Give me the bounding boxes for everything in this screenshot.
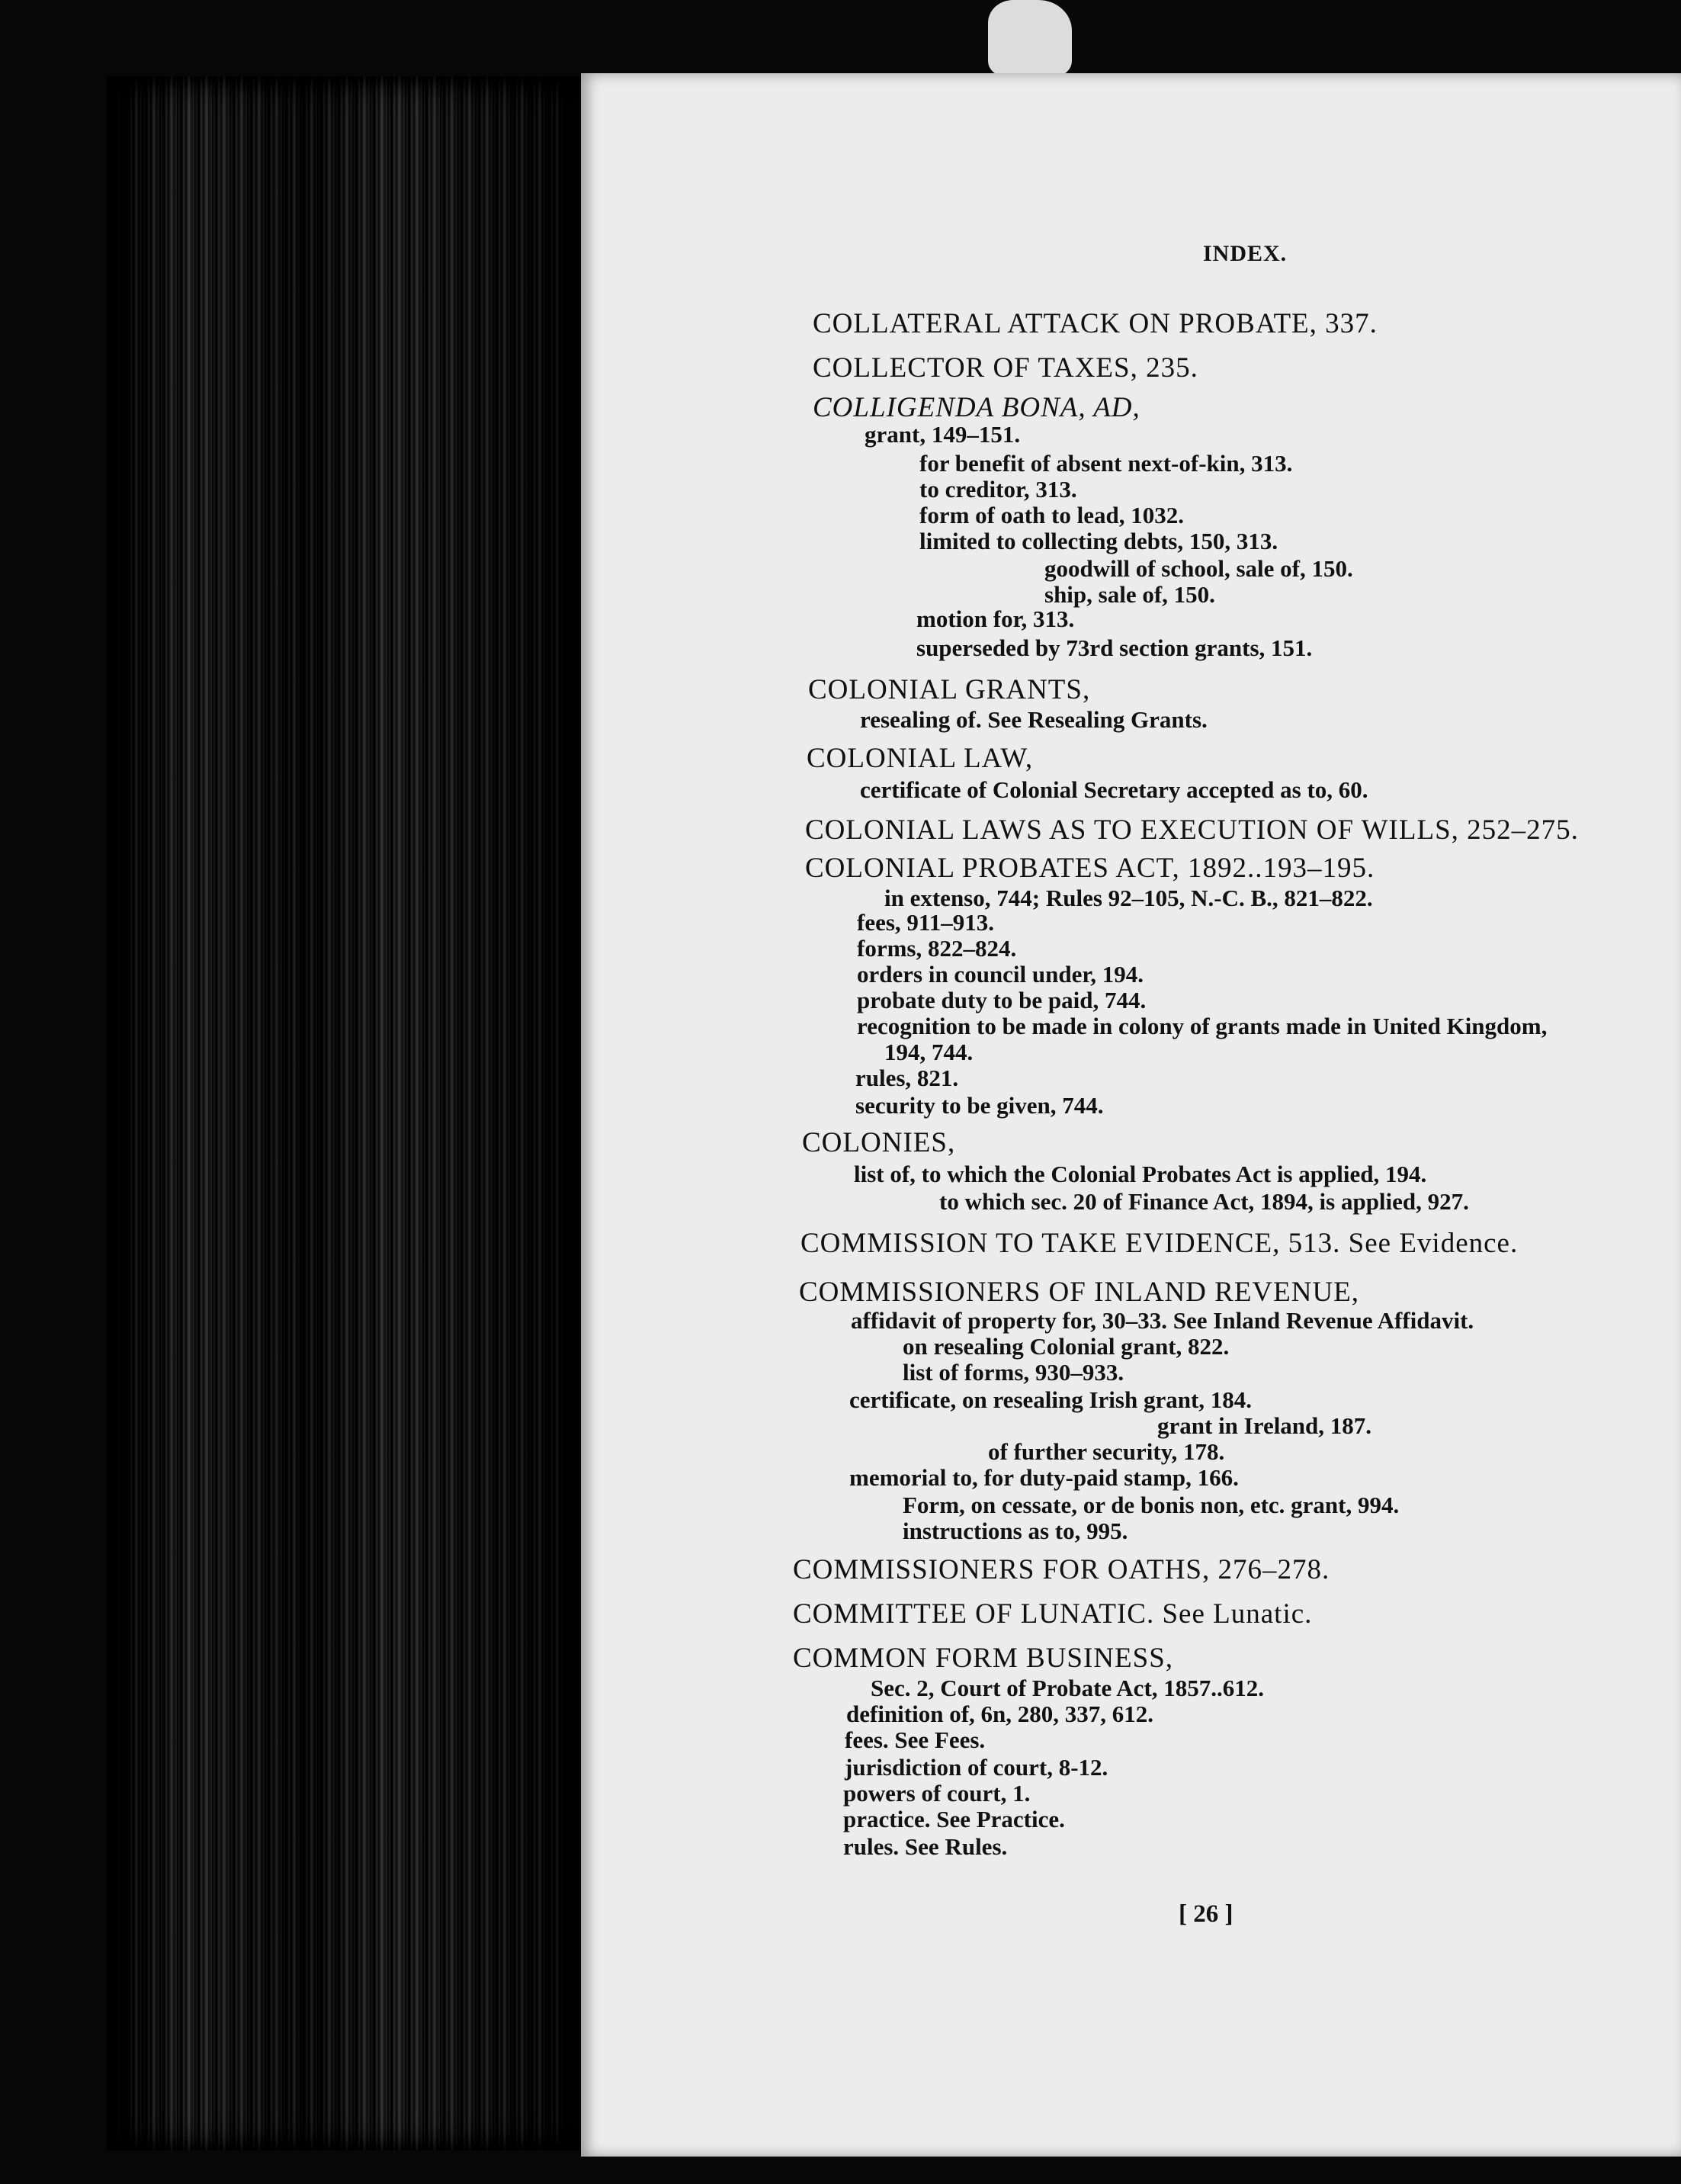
index-heading: COMMISSIONERS OF INLAND REVENUE, — [799, 1277, 1360, 1308]
index-subentry: list of forms, 930–933. — [903, 1359, 1124, 1386]
index-heading: COLLIGENDA BONA, AD, — [813, 392, 1140, 423]
index-subentry: definition of, 6n, 280, 337, 612. — [846, 1701, 1154, 1727]
index-subentry: in extenso, 744; Rules 92–105, N.-C. B., 821–822. — [884, 885, 1373, 911]
index-subentry: security to be given, 744. — [855, 1092, 1104, 1119]
index-subentry: 194, 744. — [884, 1039, 974, 1065]
index-subentry: forms, 822–824. — [857, 935, 1017, 962]
index-subentry: certificate of Colonial Secretary accepted as to, 60. — [860, 776, 1368, 803]
index-subentry: form of oath to lead, 1032. — [919, 502, 1184, 528]
index-subentry: orders in council under, 194. — [857, 961, 1144, 988]
page-number: [ 26 ] — [1179, 1900, 1233, 1928]
index-heading: COMMITTEE OF LUNATIC. See Lunatic. — [793, 1598, 1313, 1630]
index-heading: COLONIAL PROBATES ACT, 1892..193–195. — [805, 853, 1375, 884]
index-subentry: certificate, on resealing Irish grant, 184. — [849, 1386, 1253, 1413]
index-subentry: Form, on cessate, or de bonis non, etc. grant, 994. — [903, 1492, 1400, 1518]
index-subentry: Sec. 2, Court of Probate Act, 1857..612. — [871, 1675, 1265, 1701]
index-subentry: memorial to, for duty-paid stamp, 166. — [849, 1464, 1239, 1491]
index-subentry: resealing of. See Resealing Grants. — [860, 706, 1208, 733]
index-heading: COLLATERAL ATTACK ON PROBATE, 337. — [813, 308, 1378, 339]
book-page-edges — [107, 76, 579, 2150]
index-subentry: recognition to be made in colony of grants made in United Kingdom, — [857, 1013, 1548, 1039]
index-subentry: superseded by 73rd section grants, 151. — [916, 634, 1313, 661]
index-subentry: of further security, 178. — [988, 1438, 1225, 1465]
index-subentry: rules, 821. — [855, 1065, 959, 1091]
index-heading: COLONIAL LAW, — [807, 743, 1034, 774]
index-subentry: ship, sale of, 150. — [1044, 581, 1215, 608]
index-subentry: fees, 911–913. — [857, 909, 994, 936]
paper-tab — [988, 0, 1072, 76]
index-subentry: instructions as to, 995. — [903, 1518, 1128, 1544]
index-subentry: on resealing Colonial grant, 822. — [903, 1333, 1230, 1360]
index-heading: COLONIAL LAWS AS TO EXECUTION OF WILLS, 252–275. — [805, 814, 1579, 846]
index-heading: COLONIAL GRANTS, — [808, 674, 1091, 705]
index-subentry: to creditor, 313. — [919, 476, 1077, 503]
index-subentry: jurisdiction of court, 8-12. — [845, 1754, 1108, 1781]
index-heading: COMMON FORM BUSINESS, — [793, 1643, 1174, 1674]
index-subentry: powers of court, 1. — [843, 1780, 1031, 1807]
page-header: INDEX. — [1203, 241, 1288, 266]
index-heading: COMMISSIONERS FOR OATHS, 276–278. — [793, 1554, 1330, 1585]
index-subentry: practice. See Practice. — [843, 1806, 1065, 1832]
index-subentry: fees. See Fees. — [845, 1726, 986, 1753]
index-subentry: for benefit of absent next-of-kin, 313. — [919, 450, 1293, 477]
index-heading: COLLECTOR OF TAXES, 235. — [813, 352, 1198, 384]
index-page — [581, 73, 1681, 2157]
index-heading: COLONIES, — [802, 1127, 956, 1158]
index-subentry: grant in Ireland, 187. — [1157, 1412, 1372, 1439]
index-subentry: affidavit of property for, 30–33. See Inland Revenue Affidavit. — [851, 1307, 1474, 1334]
index-subentry: limited to collecting debts, 150, 313. — [919, 528, 1278, 554]
index-heading: COMMISSION TO TAKE EVIDENCE, 513. See Evidence. — [800, 1228, 1519, 1259]
index-subentry: rules. See Rules. — [843, 1833, 1008, 1860]
index-subentry: goodwill of school, sale of, 150. — [1044, 555, 1353, 582]
index-subentry: to which sec. 20 of Finance Act, 1894, is applied, 927. — [939, 1188, 1469, 1215]
index-subentry: grant, 149–151. — [865, 421, 1021, 448]
index-subentry: motion for, 313. — [916, 605, 1075, 632]
index-subentry: list of, to which the Colonial Probates Act is applied, 194. — [854, 1161, 1427, 1187]
index-subentry: probate duty to be paid, 744. — [857, 987, 1147, 1013]
